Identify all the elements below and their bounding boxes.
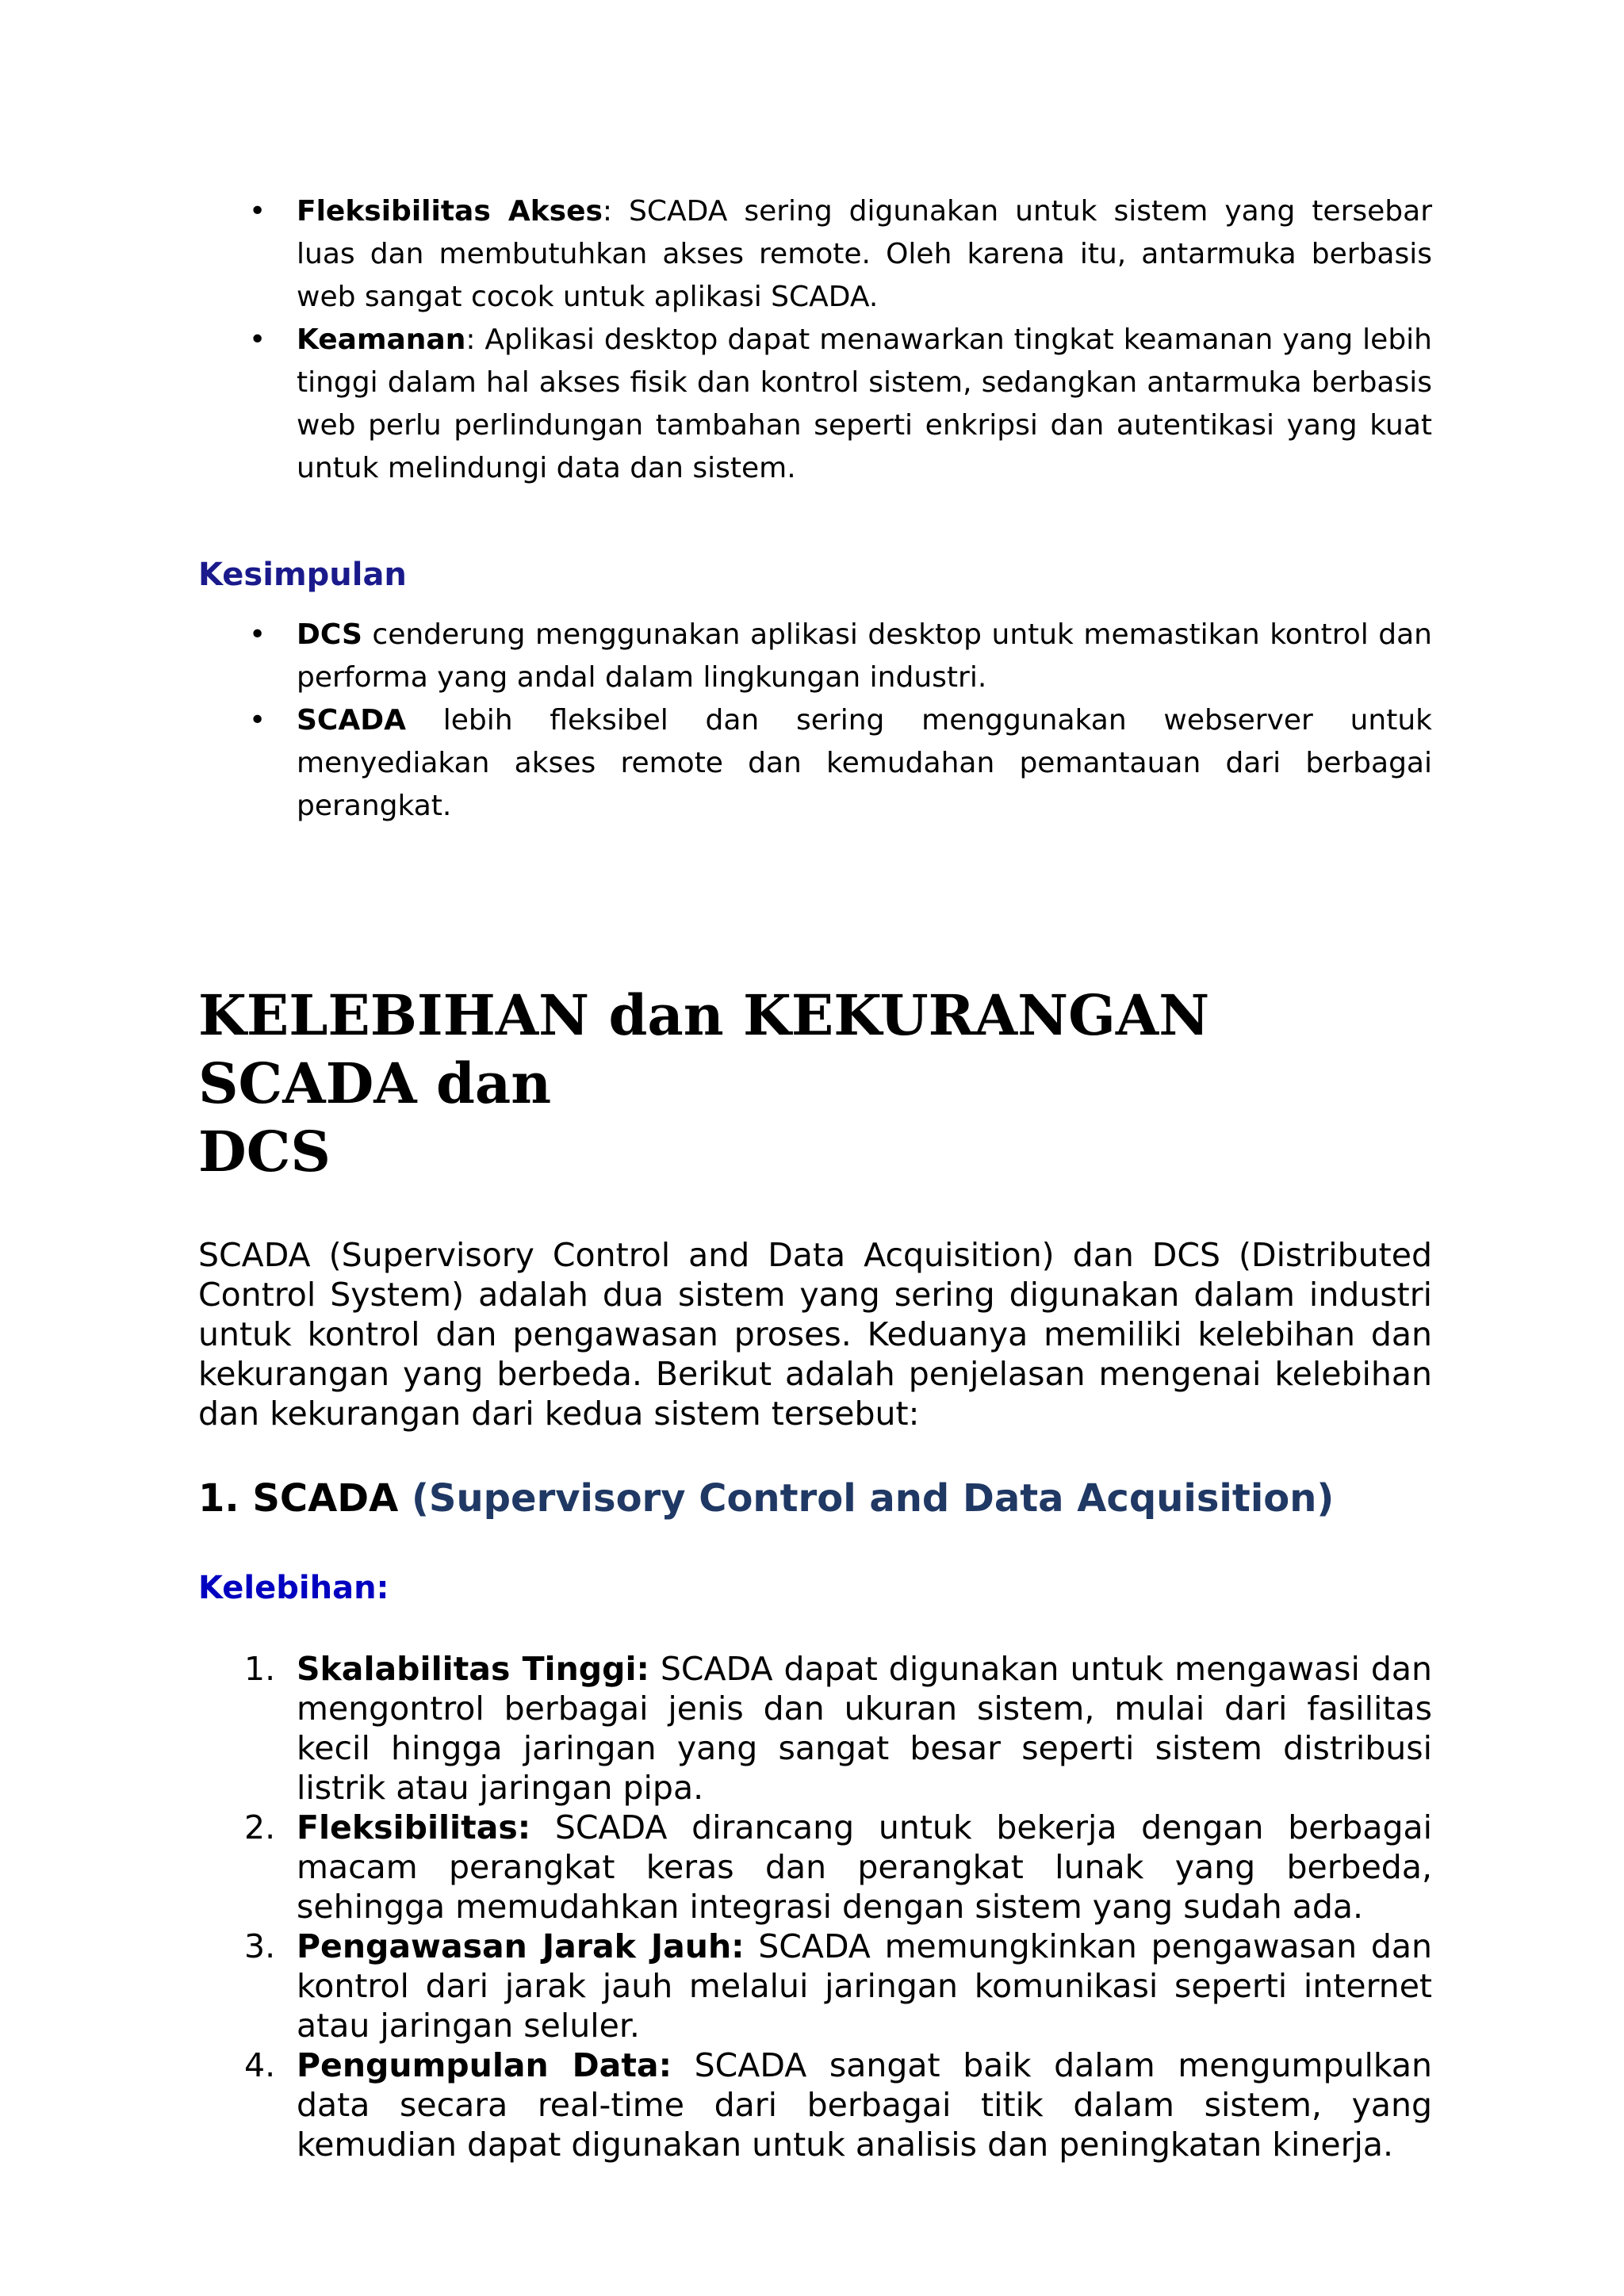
page-title-line: DCS [198, 1119, 331, 1184]
item-text: cenderung menggunakan aplikasi desktop untuk memastikan kontrol dan performa yang andal dalam lingkungan industri. [297, 618, 1432, 694]
item-text: lebih fleksibel dan sering menggunakan webserver untuk menyediakan akses remote dan kemudahan pemantauan dari berbagai perangkat. [297, 704, 1432, 822]
list-item [198, 614, 1432, 699]
item-text: SCADA dapat digunakan untuk mengawasi dan mengontrol berbagai jenis dan ukuran sistem, mulai dari fasilitas kecil hingga jaringan yang sangat besar seperti sistem distribusi listrik atau jaringan pipa. [297, 1650, 1432, 1807]
item-term: Keamanan [297, 323, 466, 356]
list-number: 1. [244, 1650, 276, 1688]
list-number: 3. [244, 1927, 276, 1965]
item-term: SCADA [297, 704, 406, 737]
list-item [198, 1808, 1432, 1927]
item-term: Skalabilitas Tinggi: [297, 1650, 649, 1688]
list-item [198, 699, 1432, 828]
document-page [198, 190, 1432, 2164]
list-number: 4. [244, 2046, 276, 2084]
item-term: DCS [297, 618, 362, 651]
bullet-icon: • [249, 195, 266, 228]
page-title-line: KELEBIHAN dan KEKURANGAN SCADA dan [198, 982, 1210, 1116]
item-term: Fleksibilitas: [297, 1808, 531, 1846]
item-term: Pengumpulan Data: [297, 2046, 672, 2084]
kesimpulan-list [198, 614, 1432, 828]
intro-paragraph: SCADA (Supervisory Control and Data Acquisition) dan DCS (Distributed Control System) adalah dua sistem yang sering digunakan dalam industri untuk kontrol dan pengawasan proses. Keduanya memiliki kelebihan dan kekurangan yang berbeda. Berikut adalah penjelasan mengenai kelebihan dan kekurangan dari kedua sistem tersebut: [198, 1236, 1432, 1433]
bullet-icon: • [249, 618, 266, 651]
item-term: Fleksibilitas Akses [297, 195, 603, 228]
kelebihan-label: Kelebihan: [198, 1570, 389, 1606]
bullet-icon: • [249, 323, 266, 356]
item-text: SCADA memungkinkan pengawasan dan kontrol dari jarak jauh melalui jaringan komunikasi seperti internet atau jaringan seluler. [297, 1927, 1432, 2045]
list-item [198, 1927, 1432, 2045]
item-term: Pengawasan Jarak Jauh: [297, 1927, 745, 1965]
kelebihan-list [198, 1649, 1432, 2164]
item-text: : SCADA sering digunakan untuk sistem yang tersebar luas dan membutuhkan akses remote. Oleh karena itu, antarmuka berbasis web sangat cocok untuk aplikasi SCADA. [297, 195, 1432, 313]
bullet-icon: • [249, 704, 266, 737]
item-text: SCADA dirancang untuk bekerja dengan berbagai macam perangkat keras dan perangkat lunak yang berbeda, sehingga memudahkan integrasi dengan sistem yang sudah ada. [297, 1808, 1432, 1926]
list-item [198, 2045, 1432, 2164]
list-item [198, 319, 1432, 490]
list-item [198, 190, 1432, 319]
subheading-paren: (Supervisory Control and Data Acquisition) [398, 1476, 1335, 1521]
scada-subheading [198, 1475, 1432, 1522]
item-text: : Aplikasi desktop dapat menawarkan tingkat keamanan yang lebih tinggi dalam hal akses fisik dan kontrol sistem, sedangkan antarmuka berbasis web perlu perlindungan tambahan seperti enkripsi dan autentikasi yang kuat untuk melindungi data dan sistem. [297, 323, 1432, 484]
page-title [198, 982, 1432, 1186]
list-number: 2. [244, 1808, 276, 1846]
kesimpulan-heading: Kesimpulan [198, 557, 407, 593]
item-text: SCADA sangat baik dalam mengumpulkan data secara real-time dari berbagai titik dalam sistem, yang kemudian dapat digunakan untuk analisis dan peningkatan kinerja. [297, 2046, 1433, 2164]
top-bullet-list [198, 190, 1432, 490]
subheading-number: 1. SCADA [198, 1476, 399, 1521]
list-item [198, 1649, 1432, 1808]
